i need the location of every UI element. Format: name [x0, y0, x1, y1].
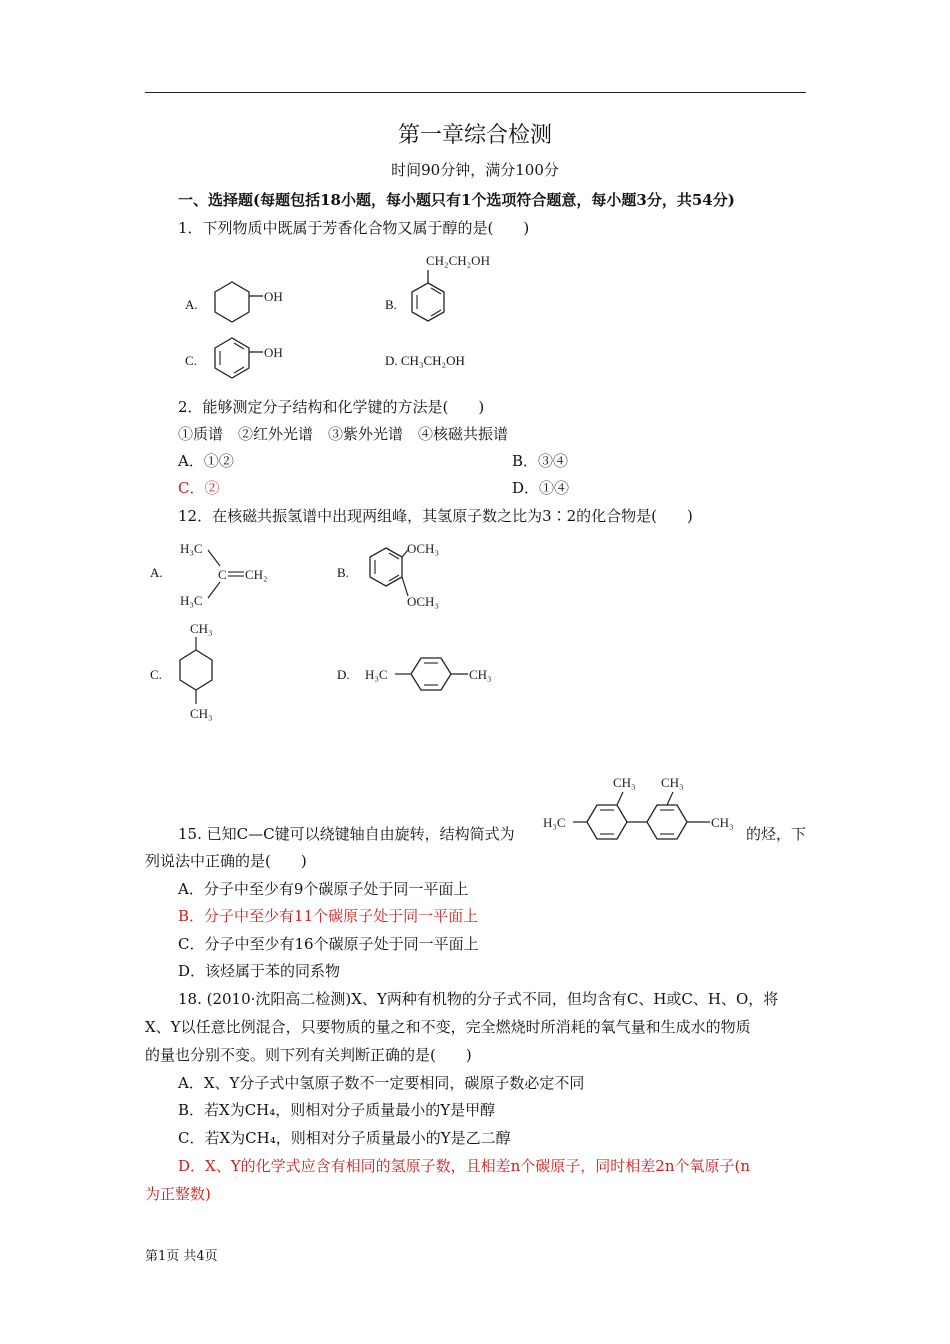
q2-option-d: D．①④	[512, 479, 570, 497]
q12-option-a-label: A.	[150, 565, 163, 580]
q15-stem-line2: 列说法中正确的是( )	[145, 852, 307, 870]
ch3-right-ring: CH₃	[661, 775, 684, 790]
q1-option-a-label: A.	[185, 297, 198, 312]
q1-option-a-structure	[205, 272, 305, 332]
header-rule	[145, 92, 806, 93]
ch3-top: CH₃	[190, 621, 213, 636]
q12-stem: 12．在核磁共振氢谱中出现两组峰，其氢原子数之比为3∶2的化合物是( )	[178, 507, 693, 525]
q18-stem-line3: 的量也分别不变。则下列有关判断正确的是( )	[145, 1046, 472, 1064]
q12-option-c-structure	[170, 618, 240, 738]
q1-option-b-label: B.	[385, 297, 397, 312]
ch3-right: CH₃	[469, 667, 492, 682]
q1-option-b-structure	[400, 250, 530, 340]
page-subtitle: 时间90分钟，满分100分	[391, 161, 559, 179]
q12-option-b-structure	[358, 536, 468, 616]
section-heading: 一、选择题(每题包括18小题，每小题只有1个选项符合题意，每小题3分，共54分)	[178, 191, 735, 209]
q15-option-a: A．分子中至少有9个碳原子处于同一平面上	[178, 880, 469, 898]
h3c-left: H₃C	[365, 667, 388, 682]
q15-option-d: D．该烃属于苯的同系物	[178, 962, 341, 980]
cyclohexane-ring	[180, 650, 212, 690]
q15-stem-part2: 的烃，下	[746, 825, 807, 843]
h3c-top: H₃C	[180, 541, 203, 556]
q15-option-b-answer: B．分子中至少有11个碳原子处于同一平面上	[178, 907, 479, 925]
q12-option-a-structure	[178, 536, 288, 616]
ch3-left-ring: CH₃	[613, 775, 636, 790]
q12-option-d-label: D.	[337, 667, 350, 682]
q12-option-b-label: B.	[337, 565, 349, 580]
oh-group: OH	[264, 345, 283, 360]
q12-option-c-label: C.	[150, 667, 162, 682]
carbon-atom: C	[218, 567, 227, 582]
ch3-right-end: CH₃	[711, 815, 734, 830]
q1-stem: 1．下列物质中既属于芳香化合物又属于醇的是( )	[178, 219, 530, 237]
ch3-bottom: CH₃	[190, 706, 213, 721]
h3c-left: H₃C	[543, 815, 566, 830]
ch2ch2oh-group: CH₂CH₂OH	[426, 253, 490, 268]
q18-option-d-answer-line1: D．X、Y的化学式应含有相同的氢原子数，且相差n个碳原子，同时相差2n个氧原子(n	[178, 1157, 750, 1175]
q18-option-d-answer-line2: 为正整数)	[145, 1185, 211, 1203]
q15-structure	[543, 770, 743, 850]
och3-top: OCH₃	[407, 541, 439, 556]
oh-group: OH	[264, 289, 283, 304]
q18-stem-line1: 18. (2010·沈阳高二检测)X、Y两种有机物的分子式不同，但均含有C、H或C、H、O，将	[178, 990, 779, 1008]
q1-option-d-label: D. CH₃CH₂OH	[385, 353, 465, 368]
q18-option-a: A．X、Y分子式中氢原子数不一定要相同，碳原子数必定不同	[178, 1074, 585, 1092]
q2-option-b: B．③④	[512, 452, 569, 470]
q18-option-b: B．若X为CH₄，则相对分子质量最小的Y是甲醇	[178, 1101, 496, 1119]
q2-methods: ①质谱 ②红外光谱 ③紫外光谱 ④核磁共振谱	[178, 425, 509, 443]
q2-option-c-answer: C．②	[178, 479, 220, 497]
ch2-group: CH₂	[245, 567, 268, 582]
cyclohexane-ring	[215, 282, 249, 322]
q15-stem-part1: 15. 已知C—C键可以绕键轴自由旋转，结构简式为	[178, 825, 515, 843]
page-title: 第一章综合检测	[397, 123, 552, 148]
q1-option-c-label: C.	[185, 353, 197, 368]
q2-option-a: A．①②	[178, 452, 234, 470]
q2-stem: 2．能够测定分子结构和化学键的方法是( )	[178, 398, 485, 416]
q15-option-c: C．分子中至少有16个碳原子处于同一平面上	[178, 935, 479, 953]
q12-option-d-structure	[365, 650, 505, 700]
q18-option-c: C．若X为CH₄，则相对分子质量最小的Y是乙二醇	[178, 1129, 511, 1147]
och3-bottom: OCH₃	[407, 594, 439, 609]
page-footer: 第1页 共4页	[145, 1249, 218, 1264]
h3c-bottom: H₃C	[180, 593, 203, 608]
q1-option-c-structure	[205, 330, 305, 390]
q18-stem-line2: X、Y以任意比例混合，只要物质的量之和不变，完全燃烧时所消耗的氧气量和生成水的物质	[145, 1018, 751, 1036]
